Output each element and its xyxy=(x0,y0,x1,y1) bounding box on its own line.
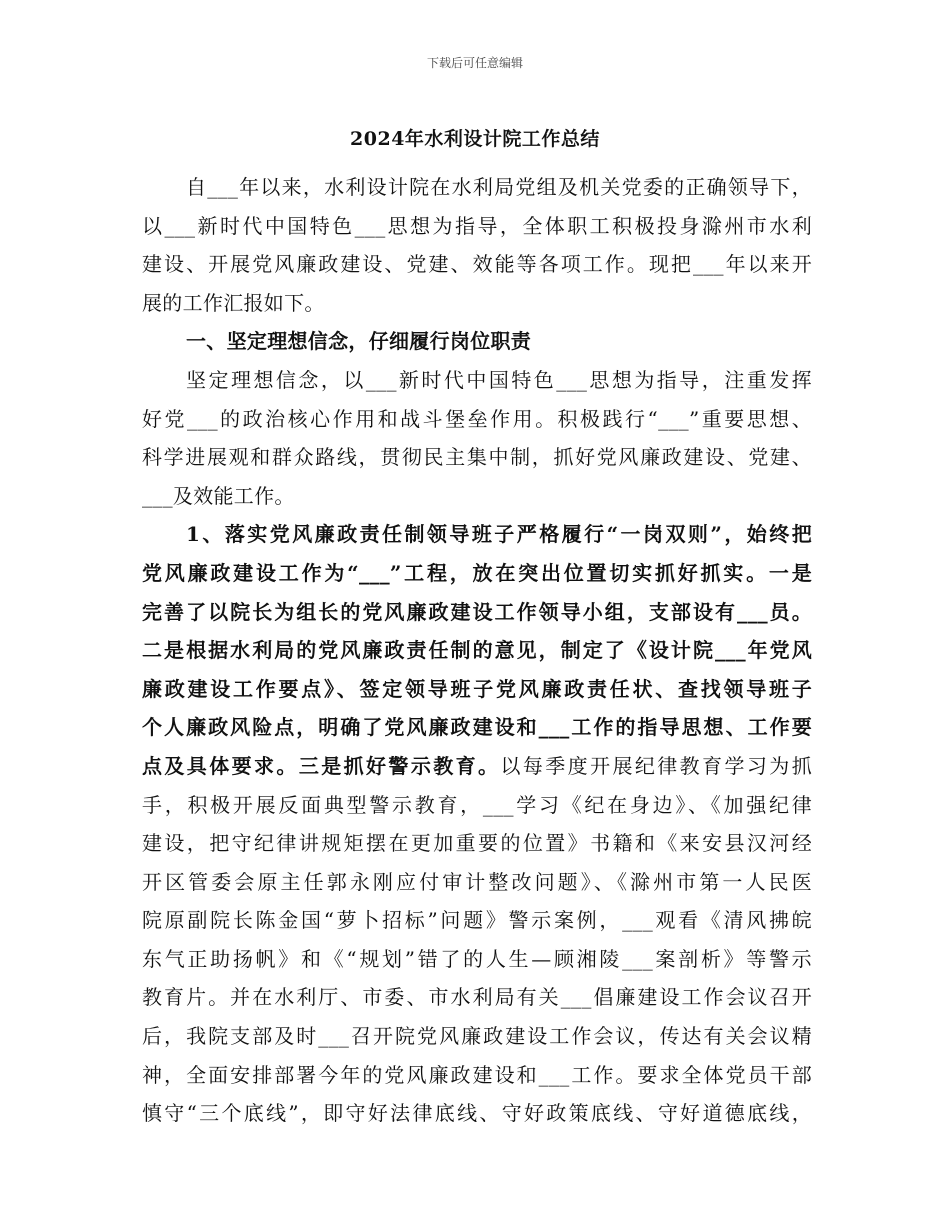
body-line-bold: 1、落实党风廉政责任制领导班子严格履行“一岗双则”，始终把 xyxy=(186,522,812,547)
regular-segment: 以每季度开展纪律教育学习为抓 xyxy=(500,753,812,778)
body-line: 慎守“三个底线”，即守好法律底线、守好政策底线、守好道德底线， xyxy=(142,1101,812,1126)
body-line: 后，我院支部及时___召开院党风廉政建设工作会议，传达有关会议精 xyxy=(142,1024,812,1049)
header-note: 下载后可任意编辑 xyxy=(426,56,523,70)
body-line: 展的工作汇报如下。 xyxy=(142,290,325,315)
body-line: 手，积极开展反面典型警示教育，___学习《纪在身边》、《加强纪律 xyxy=(142,792,812,817)
body-line: 建设，把守纪律讲规矩摆在更加重要的位置》书籍和《来安县汉河经 xyxy=(142,831,812,856)
body-line-bold: 廉政建设工作要点》、签定领导班子党风廉政责任状、查找领导班子 xyxy=(142,676,812,701)
body-line: 开区管委会原主任郭永刚应付审计整改问题》、《滁州市第一人民医 xyxy=(142,869,812,894)
section-heading: 一、坚定理想信念，仔细履行岗位职责 xyxy=(186,329,532,354)
body-line: 东气正助扬帆》和《“规划”错了的人生—顾湘陵___案剖析》等警示 xyxy=(142,946,812,971)
body-line-bold: 完善了以院长为组长的党风廉政建设工作领导小组，支部设有___员。 xyxy=(142,599,812,624)
body-line: 建设、开展党风廉政建设、党建、效能等各项工作。现把___年以来开 xyxy=(142,252,812,277)
body-line: 以___新时代中国特色___思想为指导，全体职工积极投身滁州市水利 xyxy=(142,213,812,238)
document-body xyxy=(142,168,812,1133)
bold-segment: 点及具体要求。三是抓好警示教育。 xyxy=(142,753,501,778)
body-line: 坚定理想信念，以___新时代中国特色___思想为指导，注重发挥 xyxy=(186,367,812,392)
body-line: 自___年以来，水利设计院在水利局党组及机关党委的正确领导下， xyxy=(186,175,812,199)
body-line-mixed xyxy=(142,747,812,786)
body-line-bold: 二是根据水利局的党风廉政责任制的意见，制定了《设计院___年党风 xyxy=(142,638,812,663)
document-title: 2024年水利设计院工作总结 xyxy=(350,128,600,150)
body-line: 好党___的政治核心作用和战斗堡垒作用。积极践行“___”重要思想、 xyxy=(142,406,812,431)
body-line: 院原副院长陈金国“萝卜招标”问题》警示案例，___观看《清风拂皖 xyxy=(142,908,812,933)
body-line: 神，全面安排部署今年的党风廉政建设和___工作。要求全体党员干部 xyxy=(142,1062,812,1087)
body-line: 教育片。并在水利厅、市委、市水利局有关___倡廉建设工作会议召开 xyxy=(142,985,812,1010)
body-line-bold: 党风廉政建设工作为“___”工程，放在突出位置切实抓好抓实。一是 xyxy=(142,560,812,585)
body-line: ___及效能工作。 xyxy=(142,483,295,508)
body-line: 科学进展观和群众路线，贯彻民主集中制，抓好党风廉政建设、党建、 xyxy=(142,445,812,470)
body-line-bold: 个人廉政风险点，明确了党风廉政建设和___工作的指导思想、工作要 xyxy=(142,715,812,740)
